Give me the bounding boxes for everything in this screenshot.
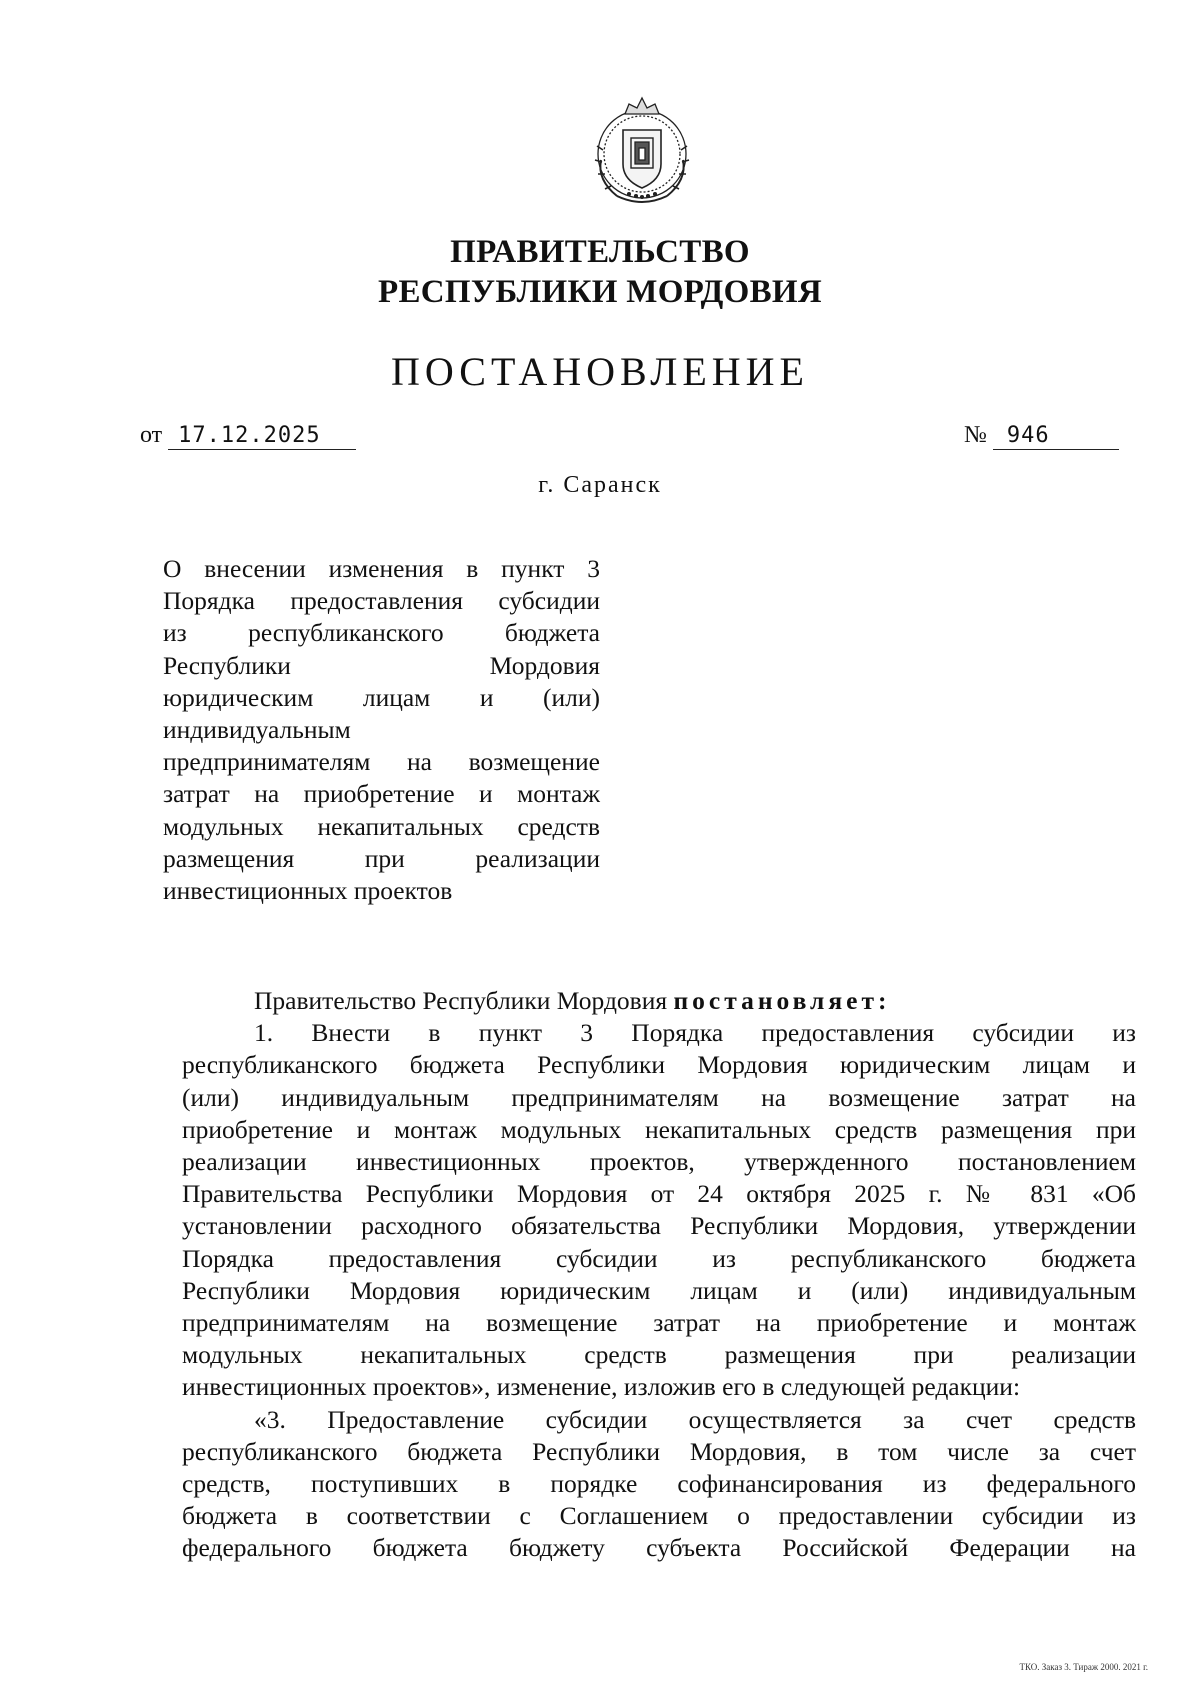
number-value: 946 [993,423,1119,450]
body-line: Правительства Республики Мордовия от 24 октября 2025 г. № 831 «Об [182,1179,1136,1209]
date-field [140,420,356,450]
body-line: «3. Предоставление субсидии осуществляется за счет средств [254,1404,1136,1434]
government-title-line-2: РЕСПУБЛИКИ МОРДОВИЯ [377,274,822,310]
document-body [182,985,1136,1565]
body-line: (или) индивидуальным предпринимателям на возмещение затрат на [182,1082,1136,1112]
body-line: установлении расходного обязательства Республики Мордовия, утверждении [182,1211,1136,1241]
number-prefix: № [964,422,987,448]
body-line: республиканского бюджета Республики Мордовия, в том числе за счет [182,1436,1136,1466]
government-title-line-1: ПРАВИТЕЛЬСТВО [450,234,750,270]
body-line: модульных некапитальных средств размещения при реализации [182,1340,1136,1370]
body-line: бюджета в соответствии с Соглашением о предоставлении субсидии из [182,1501,1136,1531]
body-line: республиканского бюджета Республики Мордовия юридическим лицам и [182,1050,1136,1080]
body-line: предпринимателям на возмещение затрат на приобретение и монтаж [182,1308,1136,1338]
body-line: федерального бюджета бюджету субъекта Российской Федерации на [182,1533,1136,1563]
document-type: ПОСТАНОВЛЕНИЕ [391,349,809,394]
subject-line: предпринимателям на возмещение [163,747,600,777]
body-line: приобретение и монтаж модульных некапитальных средств размещения при [182,1114,1136,1144]
body-line: инвестиционных проектов», изменение, изложив его в следующей редакции: [182,1372,1021,1402]
subject-line: модульных некапитальных средств [163,811,600,841]
subject-line: из республиканского бюджета [163,618,600,648]
date-prefix: от [140,422,163,448]
body-line: 1. Внести в пункт 3 Порядка предоставления субсидии из [254,1018,1136,1048]
body-line: Порядка предоставления субсидии из республиканского бюджета [182,1243,1136,1273]
subject-line: О внесении изменения в пункт 3 [163,554,600,583]
body-intro-line [182,985,1136,1017]
subject-line: Республики Мордовия [163,650,600,680]
coat-of-arms-icon [587,90,697,212]
city: г. Саранск [538,472,662,498]
body-intro-emphasis: постановляет: [673,986,891,1015]
body-line: Республики Мордовия юридическим лицам и (или) индивидуальным [182,1275,1136,1305]
subject-line: затрат на приобретение и монтаж [163,779,600,809]
date-value: 17.12.2025 [168,423,356,450]
number-field [964,420,1119,450]
subject-line: размещения при реализации [163,843,600,873]
body-intro: Правительство Республики Мордовия [254,986,668,1015]
subject-line: юридическим лицам и (или) [163,682,600,712]
subject-line: индивидуальным [163,715,351,745]
document-subject [163,553,600,907]
subject-line: Порядка предоставления субсидии [163,586,600,616]
body-line: реализации инвестиционных проектов, утвержденного постановлением [182,1147,1136,1177]
body-line: средств, поступивших в порядке софинансирования из федерального [182,1469,1136,1499]
print-note: ТКО. Заказ 3. Тираж 2000. 2021 г. [1019,1662,1148,1672]
subject-line: инвестиционных проектов [163,876,453,906]
